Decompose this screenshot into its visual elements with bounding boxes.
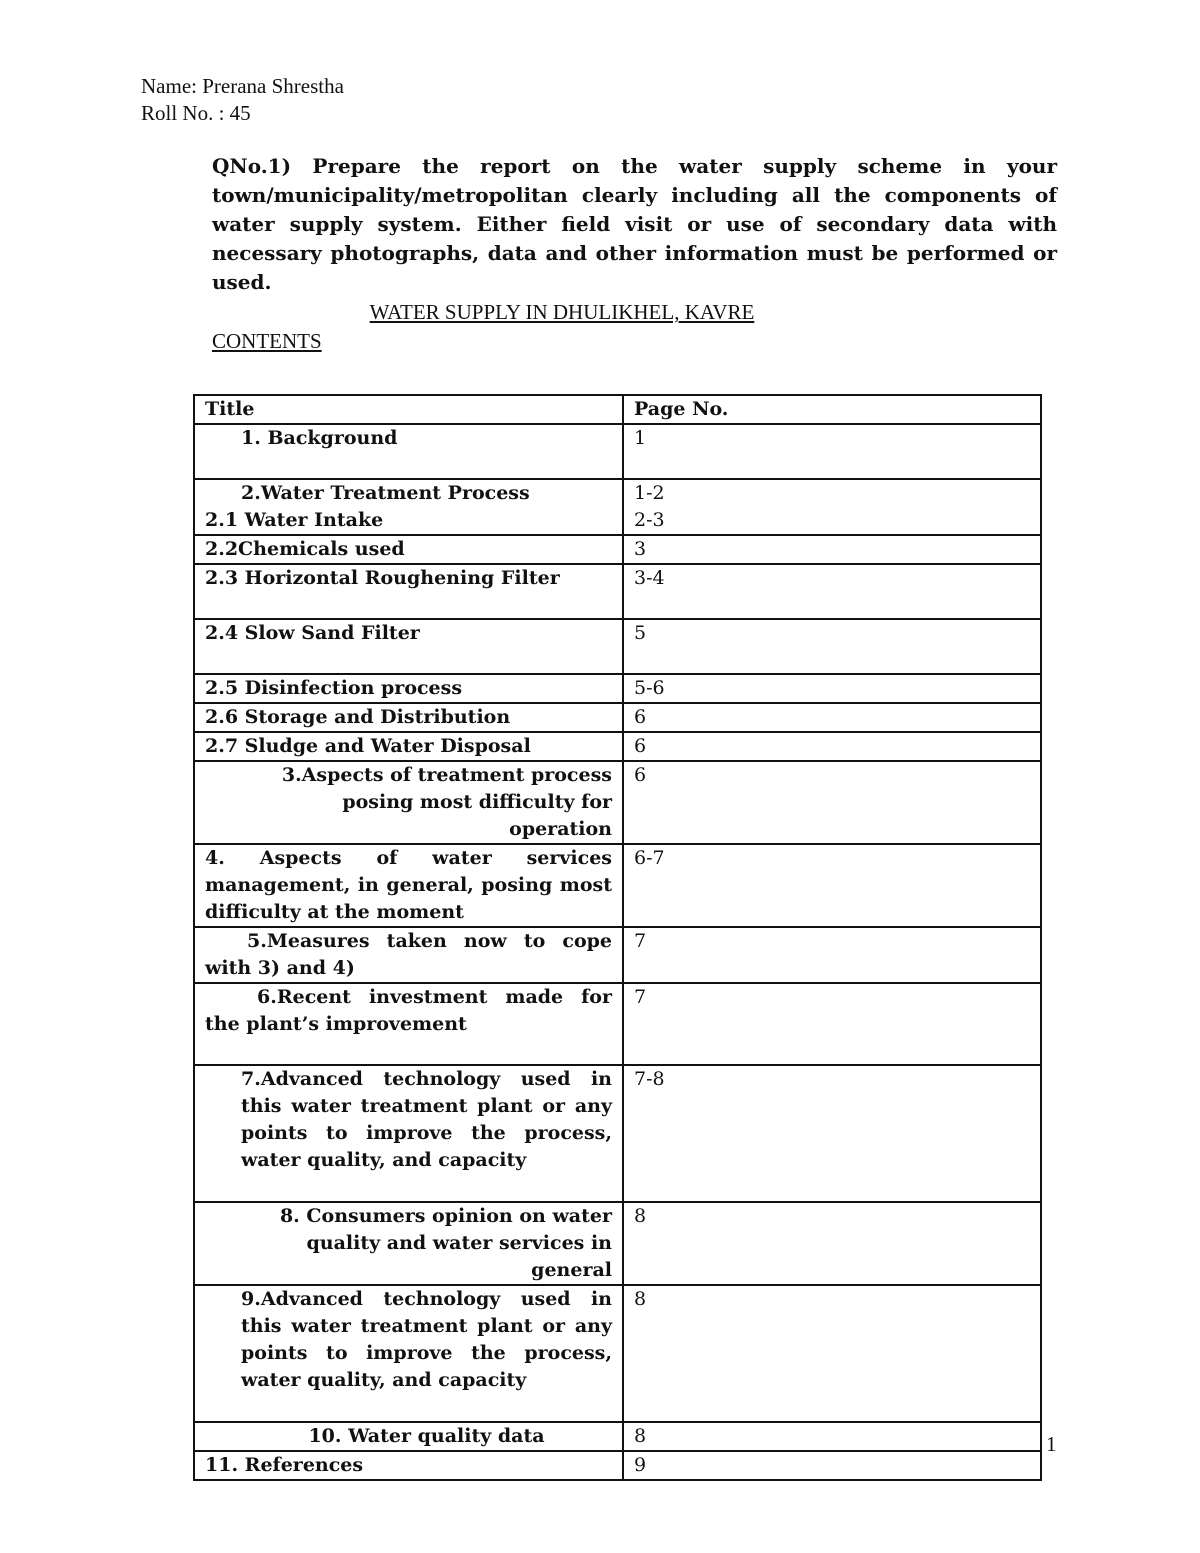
table-row [194,424,1041,479]
row-title: 10. Water quality data [308,1425,545,1447]
row-title-cell [194,844,623,927]
table-row [194,479,1041,535]
row-title-cell [194,1202,623,1285]
row-title-cell [194,983,623,1065]
table-row [194,761,1041,844]
row-page-cell: 6 [623,761,1041,844]
row-title: 8. Consumers opinion on water quality and water services in general [279,1205,612,1281]
table-header-row [194,395,1041,424]
row-title: 4. Aspects of water services management, in general, posing most difficulty at the moment [205,847,612,923]
author-name: Name: Prerana Shrestha [141,74,344,98]
row-page-cell: 8 [623,1202,1041,1285]
row-title: 1. Background [241,427,398,449]
row-title-cell [194,424,623,479]
row-title-cell: 11. References [194,1451,623,1480]
row-title: 2.Water Treatment Process [241,482,530,504]
table-row [194,619,1041,674]
row-page: 1-2 [634,482,665,504]
row-title: 2.1 Water Intake [205,509,384,531]
header-title-cell: Title [194,395,623,424]
row-page-cell: 5 [623,619,1041,674]
row-page-cell: 6 [623,732,1041,761]
row-page-cell: 1 [623,424,1041,479]
row-title: 7.Advanced technology used in this water treatment plant or any points to improve the process, water quality, and capacity [241,1068,612,1171]
row-page-cell: 7 [623,927,1041,983]
row-title-cell [194,761,623,844]
row-page-cell: 3-4 [623,564,1041,619]
question-text: QNo.1) Prepare the report on the water supply scheme in your town/municipality/metropolitan clearly including all the components of water supply system. Either field visit or use of secondary data with necessary photographs, data and other information must be performed or used. [212,154,1057,294]
row-page-cell: 6-7 [623,844,1041,927]
table-row [194,1065,1041,1202]
row-title: 5.Measures taken now to cope with 3) and 4) [205,930,612,979]
table-row [194,564,1041,619]
row-title-cell: 2.7 Sludge and Water Disposal [194,732,623,761]
row-title-cell [194,1422,623,1451]
row-title-cell: 2.6 Storage and Distribution [194,703,623,732]
contents-heading-text: CONTENTS [212,329,322,353]
row-title-cell: 2.2Chemicals used [194,535,623,564]
row-title-cell [194,479,623,535]
row-page-cell: 3 [623,535,1041,564]
page-number: 1 [1046,1432,1057,1456]
row-page-cell: 9 [623,1451,1041,1480]
table-row [194,1202,1041,1285]
row-title-cell: 2.5 Disinfection process [194,674,623,703]
table-row [194,844,1041,927]
table-row [194,535,1041,564]
table-row [194,983,1041,1065]
row-page-cell: 8 [623,1422,1041,1451]
table-row [194,674,1041,703]
table-row [194,1422,1041,1451]
document-title-text: WATER SUPPLY IN DHULIKHEL, KAVRE [369,300,755,324]
row-title-cell: 2.3 Horizontal Roughening Filter [194,564,623,619]
roll-number: Roll No. : 45 [141,101,251,125]
header-page-cell: Page No. [623,395,1041,424]
row-page-cell: 8 [623,1285,1041,1422]
row-page-cell: 6 [623,703,1041,732]
row-page-cell [623,479,1041,535]
row-title-cell [194,1065,623,1202]
table-row [194,1285,1041,1422]
row-title: 6.Recent investment made for the plant’s improvement [205,986,612,1035]
row-title-cell: 2.4 Slow Sand Filter [194,619,623,674]
row-page-cell: 5-6 [623,674,1041,703]
row-page-cell: 7 [623,983,1041,1065]
row-title-cell [194,927,623,983]
table-row [194,732,1041,761]
row-page-cell: 7-8 [623,1065,1041,1202]
row-page: 2-3 [634,509,665,531]
table-row [194,703,1041,732]
contents-table [193,394,1042,1481]
row-title: 3.Aspects of treatment process posing most difficulty for operation [281,764,612,840]
table-row [194,927,1041,983]
table-row [194,1451,1041,1480]
row-title: 9.Advanced technology used in this water treatment plant or any points to improve the process, water quality, and capacity [241,1288,612,1391]
row-title-cell [194,1285,623,1422]
document-title [212,299,912,325]
contents-heading [212,328,322,354]
